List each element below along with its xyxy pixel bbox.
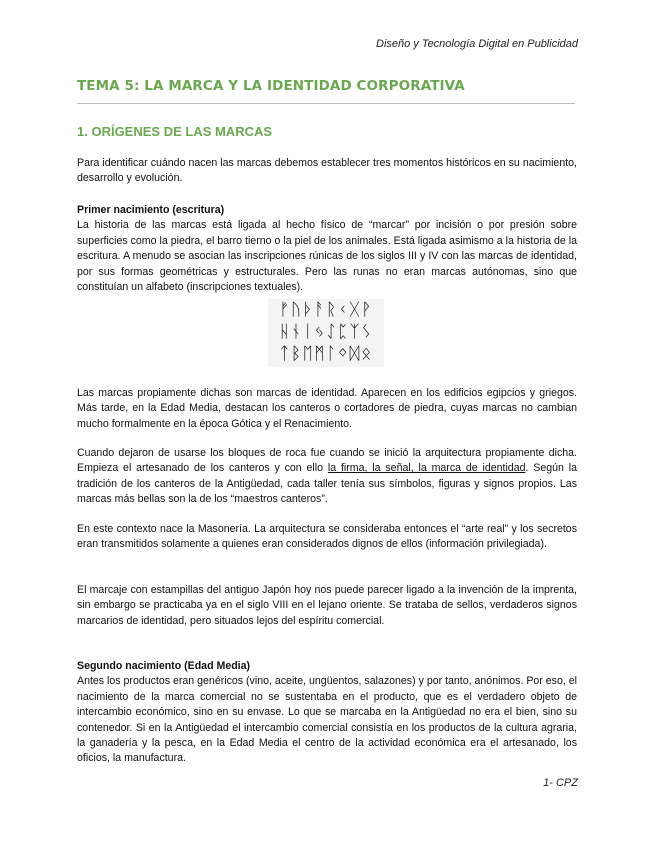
primer-section (77, 203, 577, 295)
page-title: TEMA 5: LA MARCA Y LA IDENTIDAD CORPORATIVA (77, 78, 465, 94)
section-heading: 1. ORÍGENES DE LAS MARCAS (77, 124, 273, 139)
underlined-phrase: la firma, la señal, la marca de identidad (327, 462, 526, 475)
primer-heading: Primer nacimiento (escritura) (77, 204, 225, 216)
paragraph-text: Cuando dejaron de usarse los bloques de roca fue cuando se inició la arquitectura propiamente dicha. Empieza el artesanado de los canteros y con ello (77, 447, 577, 475)
paragraph-stonemasons (77, 446, 577, 508)
segundo-heading: Segundo nacimiento (Edad Media) (77, 660, 251, 672)
rune-row: ᚺᚾᛁᛃᛇᛈᛉᛊ (279, 322, 373, 342)
segundo-section (77, 659, 577, 767)
rune-row: ᚠᚢᚦᚨᚱᚲᚷᚹ (279, 300, 373, 320)
intro-paragraph: Para identificar cuándo nacen las marcas debemos establecer tres momentos históricos en su nacimiento, desarrollo y evolución. (77, 157, 577, 185)
primer-paragraph: La historia de las marcas está ligada al hecho físico de “marcar” por incisión o por presión sobre superficies como la piedra, el barro tierno o la piel de los animales. Está ligada asimismo a la historia de la escritura. A menudo se asocian las inscripciones rúnicas de los siglos III y IV con las marcas de identidad, por sus formas geométricas y estructurales. Pero las runas no eran marcas autónomas, sino que constituían un alfabeto (inscripciones textuales). (77, 219, 577, 294)
paragraph-masonry: En este contexto nace la Masonería. La arquitectura se consideraba entonces el “arte real” y los secretos eran transmitidos solamente a quienes eran considerados dignos de ellos (información privilegiada). (77, 523, 577, 551)
paragraph-identity-marks: Las marcas propiamente dichas son marcas de identidad. Aparecen en los edificios egipcios y griegos. Más tarde, en la Edad Media, destacan los canteros o cortadores de piedra, cuyas marcas no cambian mucho formalmente en la época Gótica y el Renacimiento. (77, 387, 577, 430)
title-divider (77, 103, 575, 104)
page-footer: 1- CPZ (543, 777, 578, 789)
runic-alphabet-image (268, 299, 384, 367)
segundo-paragraph: Antes los productos eran genéricos (vino, aceite, ungüentos, salazones) y por tanto, anónimos. Por eso, el nacimiento de la marca comercial no se sustentaba en el producto, que es el verdadero objeto de intercambio económico, sino en su envase. Lo que se marcaba en la Antigüedad no era el bien, sino su contenedor. Si en la Antigüedad el intercambio comercial consistía en los productos de la cultura agraria, la ganadería y la pesca, en la Edad Media el centro de la actividad económica era el artesanado, los oficios, la manufactura. (77, 675, 577, 765)
paragraph-text: . Según la tradición de los canteros de la Antigüedad, cada taller tenía sus símbolos, figuras y signos propios. Las marcas más bellas son la de los “maestros canteros”. (77, 462, 577, 506)
rune-row: ᛏᛒᛖᛗᛚᛜᛞᛟ (279, 344, 373, 364)
paragraph-japan: El marcaje con estampillas del antiguo Japón hoy nos puede parecer ligado a la invención de la imprenta, sin embargo se practicaba ya en el siglo VIII en el lejano oriente. Se trataba de sellos, verdaderos signos marcarios de identidad, pero situados lejos del espíritu comercial. (77, 584, 577, 627)
page-header: Diseño y Tecnología Digital en Publicidad (376, 38, 578, 50)
